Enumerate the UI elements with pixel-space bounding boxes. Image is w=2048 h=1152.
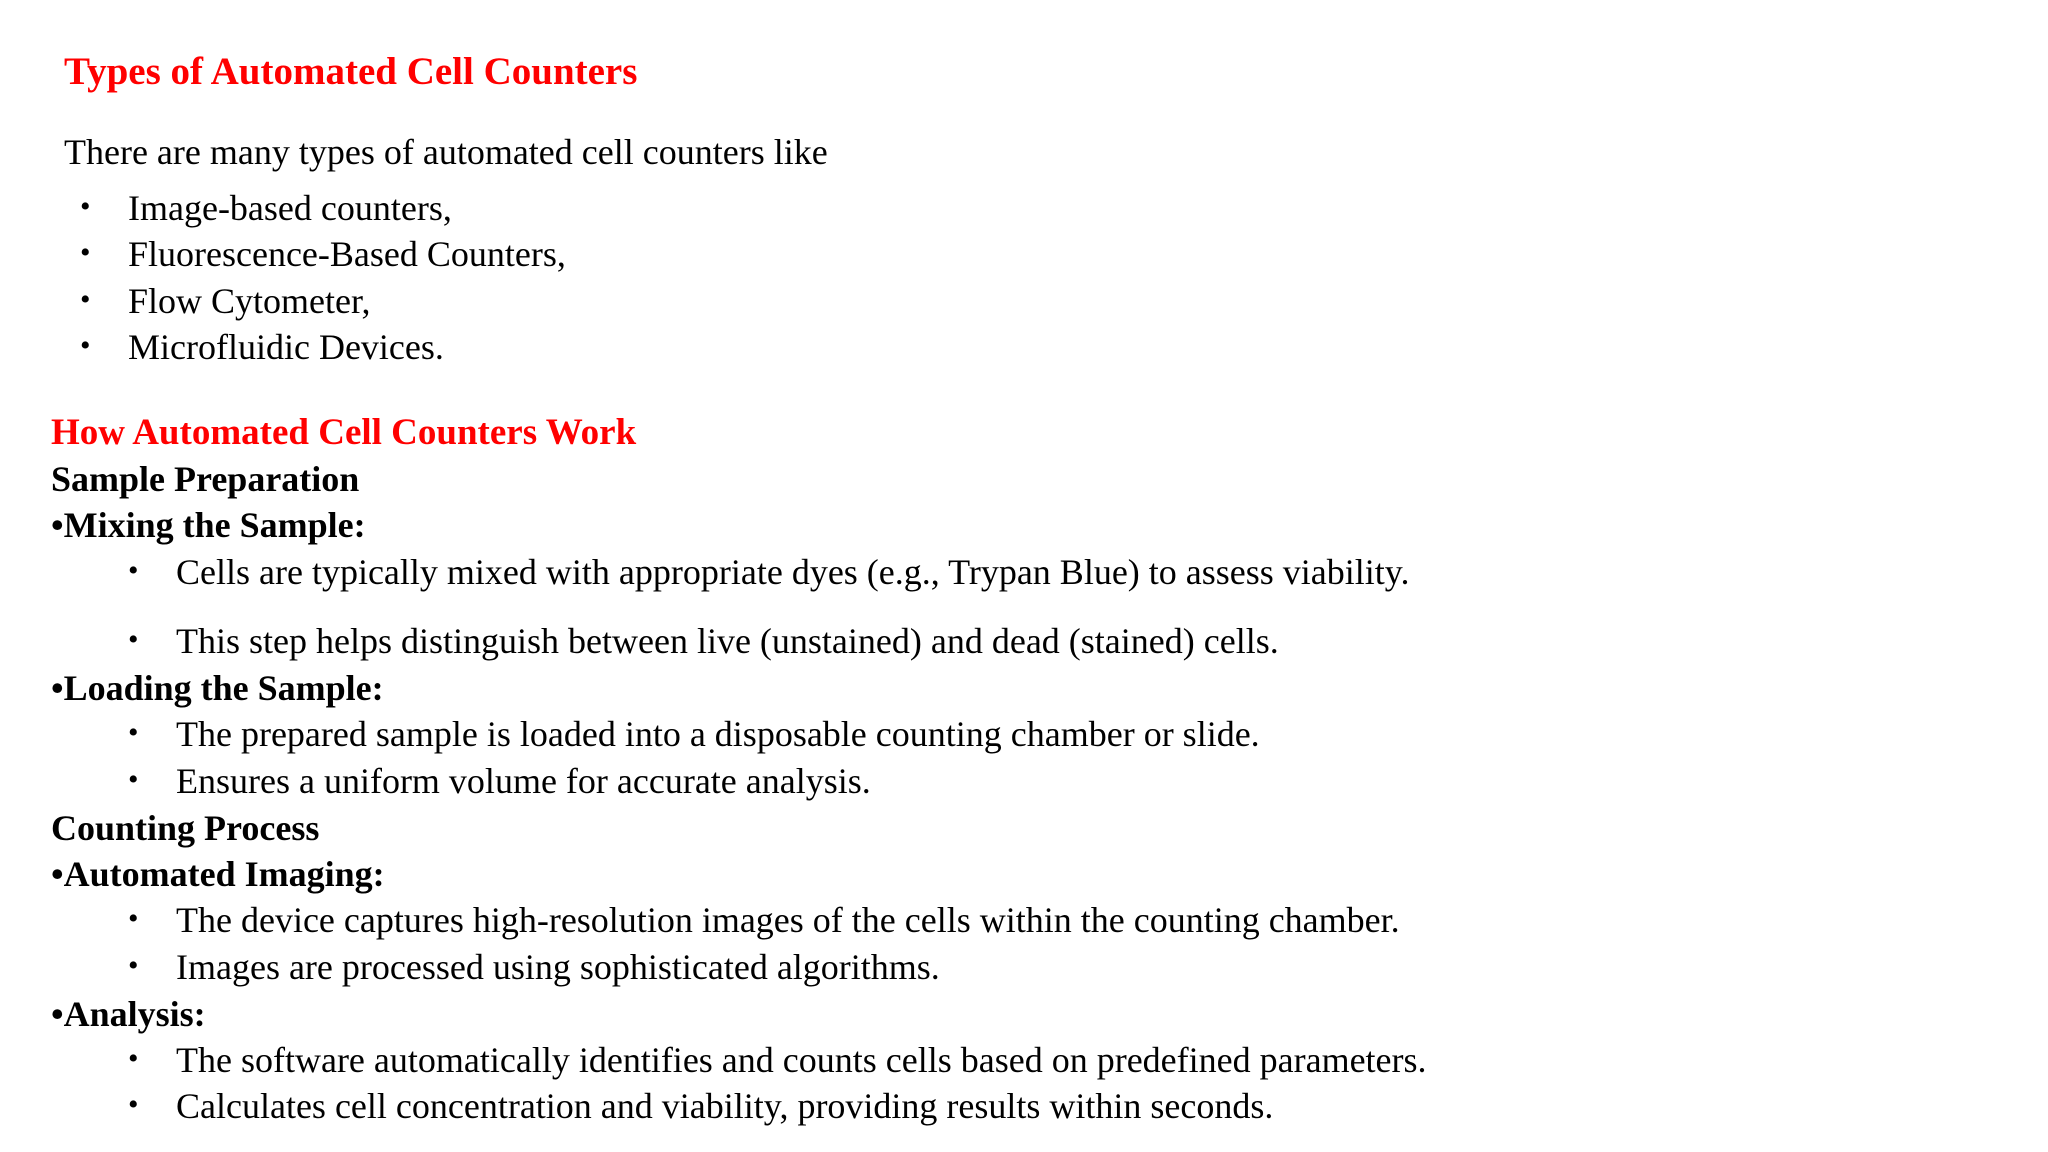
- list-item: Flow Cytometer,: [128, 281, 371, 321]
- list-item: Cells are typically mixed with appropriate dyes (e.g., Trypan Blue) to assess viability.: [176, 552, 1410, 592]
- list-item: The software automatically identifies and counts cells based on predefined parameters.: [176, 1040, 1427, 1080]
- list-item: This step helps distinguish between live (unstained) and dead (stained) cells.: [176, 621, 1279, 661]
- list-bullet: •: [128, 949, 139, 982]
- list-item: Image-based counters,: [128, 188, 452, 228]
- list-bullet: •: [80, 236, 91, 269]
- list-bullet: •: [128, 623, 139, 656]
- types-title: Types of Automated Cell Counters: [64, 50, 638, 93]
- how-title: How Automated Cell Counters Work: [51, 412, 637, 453]
- list-item: Fluorescence-Based Counters,: [128, 234, 566, 274]
- list-bullet: •: [128, 1088, 139, 1121]
- list-item: Microfluidic Devices.: [128, 327, 444, 367]
- list-item: Images are processed using sophisticated algorithms.: [176, 947, 940, 987]
- list-bullet: •: [128, 902, 139, 935]
- analysis-heading: •Analysis:: [51, 994, 206, 1034]
- sample-preparation-heading: Sample Preparation: [51, 459, 360, 499]
- list-item: The device captures high-resolution images of the cells within the counting chamber.: [176, 900, 1400, 940]
- list-bullet: •: [80, 329, 91, 362]
- loading-heading: •Loading the Sample:: [51, 668, 384, 708]
- types-intro: There are many types of automated cell counters like: [64, 132, 828, 172]
- list-bullet: •: [80, 283, 91, 316]
- list-bullet: •: [128, 763, 139, 796]
- mixing-heading: •Mixing the Sample:: [51, 505, 366, 545]
- list-bullet: •: [128, 1042, 139, 1075]
- list-bullet: •: [128, 716, 139, 749]
- list-item: The prepared sample is loaded into a disposable counting chamber or slide.: [176, 714, 1260, 754]
- list-bullet: •: [80, 190, 91, 223]
- imaging-heading: •Automated Imaging:: [51, 854, 385, 894]
- counting-process-heading: Counting Process: [51, 808, 320, 848]
- list-item: Ensures a uniform volume for accurate analysis.: [176, 761, 871, 801]
- list-bullet: •: [128, 554, 139, 587]
- list-item: Calculates cell concentration and viability, providing results within seconds.: [176, 1086, 1274, 1126]
